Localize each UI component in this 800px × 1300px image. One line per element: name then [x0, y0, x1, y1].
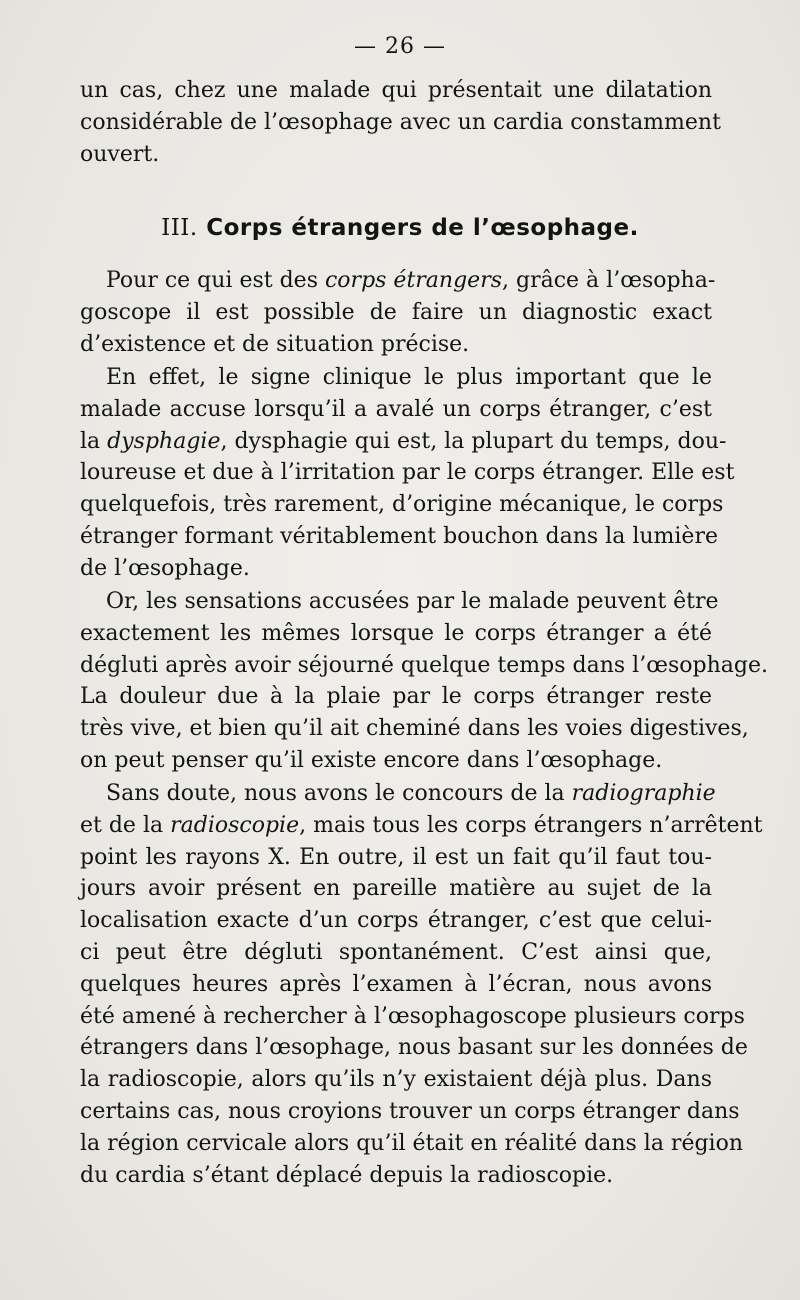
- text-line: La douleur due à la plaie par le corps étranger reste: [80, 684, 712, 710]
- text-line: ouvert.: [80, 141, 160, 167]
- text-line: de l’œsophage.: [80, 555, 250, 581]
- text-line: étrangers dans l’œsophage, nous basant sur les données de: [80, 1035, 748, 1061]
- page-number: — 26 —: [354, 34, 446, 59]
- text-line: exactement les mêmes lorsque le corps étranger a été: [80, 620, 712, 646]
- italic-term: dysphagie: [107, 428, 221, 454]
- italic-term: radioscopie: [170, 812, 300, 838]
- text-line: loureuse et due à l’irritation par le corps étranger. Elle est: [80, 460, 735, 486]
- text-run: , grâce à l’œsopha-: [502, 268, 716, 293]
- section-heading: [0, 215, 800, 241]
- text-run: , mais tous les corps étrangers n’arrêtent: [299, 812, 763, 838]
- text-line: étranger formant véritablement bouchon dans la lumière: [80, 523, 718, 549]
- text-line: [80, 265, 716, 297]
- paragraph-3: [80, 586, 768, 777]
- text-run: Sans doute, nous avons le concours de la: [106, 781, 572, 806]
- text-line: malade accuse lorsqu’il a avalé un corps étranger, c’est: [80, 396, 712, 422]
- italic-term: radiographie: [571, 781, 716, 806]
- intro-paragraph: [80, 75, 721, 170]
- text-line: goscope il est possible de faire un diagnostic exact: [80, 299, 712, 325]
- text-run: , dysphagie qui est, la plupart du temps, dou-: [220, 428, 727, 454]
- text-line: très vive, et bien qu’il ait cheminé dans les voies digestives,: [80, 716, 749, 742]
- text-run: la: [80, 428, 108, 454]
- text-line: [80, 810, 763, 842]
- text-line: En effet, le signe clinique le plus important que le: [106, 365, 712, 390]
- text-line: on peut penser qu’il existe encore dans l’œsophage.: [80, 747, 663, 773]
- text-line: la radioscopie, alors qu’ils n’y existaient déjà plus. Dans: [80, 1067, 712, 1093]
- italic-term: corps étrangers: [324, 268, 503, 293]
- section-title: Corps étrangers de l’œsophage.: [206, 215, 639, 241]
- paragraph-4: [80, 778, 763, 1191]
- text-line: quelques heures après l’examen à l’écran, nous avons: [80, 971, 712, 997]
- text-line: dégluti après avoir séjourné quelque temps dans l’œsophage.: [80, 652, 768, 678]
- text-line: considérable de l’œsophage avec un cardia constamment: [80, 109, 721, 135]
- text-line: ci peut être dégluti spontanément. C’est ainsi que,: [80, 939, 712, 965]
- text-run: et de la: [80, 812, 171, 838]
- text-line: un cas, chez une malade qui présentait une dilatation: [80, 78, 712, 103]
- paragraph-1: [80, 265, 716, 360]
- text-line: [80, 426, 727, 458]
- text-line: certains cas, nous croyions trouver un corps étranger dans: [80, 1098, 740, 1124]
- text-line: [80, 778, 716, 810]
- text-line: du cardia s’étant déplacé depuis la radioscopie.: [80, 1162, 614, 1188]
- text-run: Pour ce qui est des: [106, 268, 325, 293]
- text-line: jours avoir présent en pareille matière au sujet de la: [80, 876, 712, 902]
- text-line: la région cervicale alors qu’il était en réalité dans la région: [80, 1130, 743, 1156]
- text-line: été amené à rechercher à l’œsophagoscope plusieurs corps: [80, 1003, 745, 1029]
- section-number: III.: [161, 215, 198, 241]
- text-line: localisation exacte d’un corps étranger, c’est que celui-: [80, 908, 712, 934]
- text-line: point les rayons X. En outre, il est un fait qu’il faut tou-: [80, 844, 712, 870]
- paragraph-2: [80, 362, 735, 585]
- text-line: quelquefois, très rarement, d’origine mécanique, le corps: [80, 492, 724, 518]
- text-line: d’existence et de situation précise.: [80, 331, 470, 357]
- text-line: Or, les sensations accusées par le malade peuvent être: [106, 589, 719, 614]
